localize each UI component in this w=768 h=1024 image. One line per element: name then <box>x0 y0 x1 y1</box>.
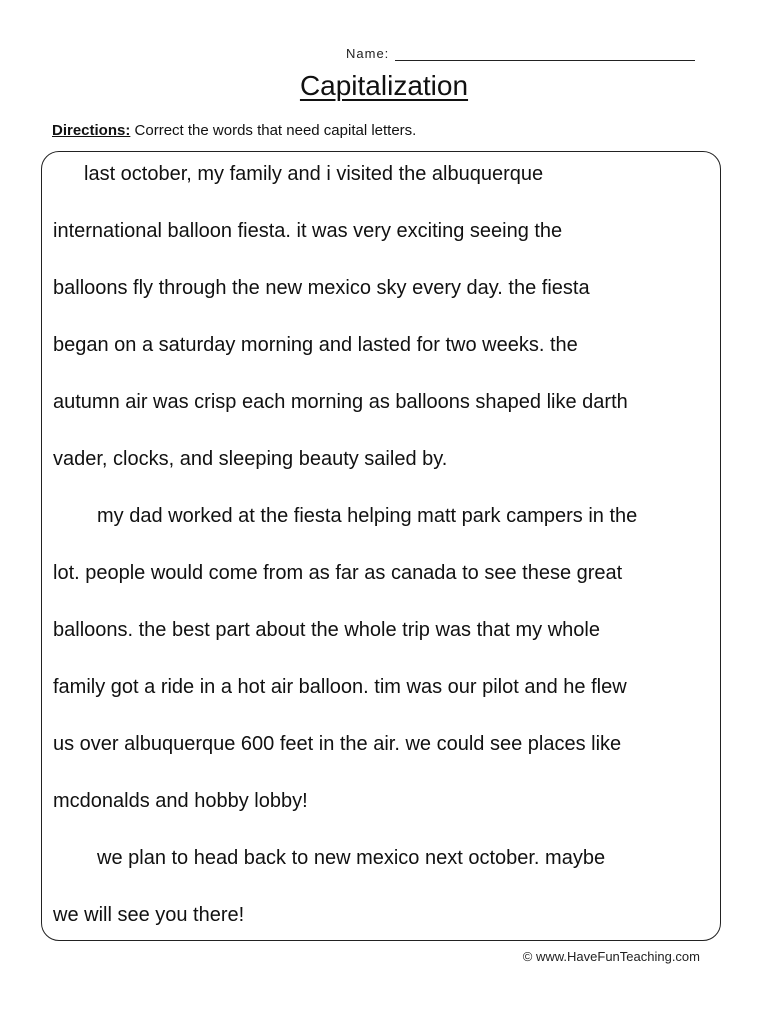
passage-line: family got a ride in a hot air balloon. tim was our pilot and he flew <box>53 676 627 698</box>
passage-line: we will see you there! <box>53 904 245 926</box>
passage-line: mcdonalds and hobby lobby! <box>53 790 308 812</box>
name-label: Name: <box>346 46 390 61</box>
directions-text: Correct the words that need capital letters. <box>134 122 417 139</box>
directions-label: Directions: <box>52 122 131 139</box>
directions <box>52 121 416 141</box>
passage-line: balloons fly through the new mexico sky every day. the fiesta <box>53 277 590 299</box>
passage-line: my dad worked at the fiesta helping matt park campers in the <box>97 505 638 527</box>
passage-line: vader, clocks, and sleeping beauty sailed by. <box>53 448 448 470</box>
page-title-text: Capitalization <box>299 70 469 101</box>
passage-line: lot. people would come from as far as canada to see these great <box>53 562 623 584</box>
passage-line: autumn air was crisp each morning as balloons shaped like darth <box>53 391 628 413</box>
name-field-row <box>346 46 695 61</box>
passage-box <box>41 151 721 941</box>
passage-line: last october, my family and i visited the albuquerque <box>84 163 544 185</box>
passage-line: began on a saturday morning and lasted for two weeks. the <box>53 334 578 356</box>
passage-line: balloons. the best part about the whole trip was that my whole <box>53 619 600 641</box>
copyright-footer: © www.HaveFunTeaching.com <box>522 949 700 964</box>
passage-line: us over albuquerque 600 feet in the air. we could see places like <box>53 733 622 755</box>
passage-line: international balloon fiesta. it was very exciting seeing the <box>53 220 563 242</box>
page-title <box>0 68 768 104</box>
passage-line: we plan to head back to new mexico next october. maybe <box>97 847 606 869</box>
name-blank-line <box>395 48 695 61</box>
